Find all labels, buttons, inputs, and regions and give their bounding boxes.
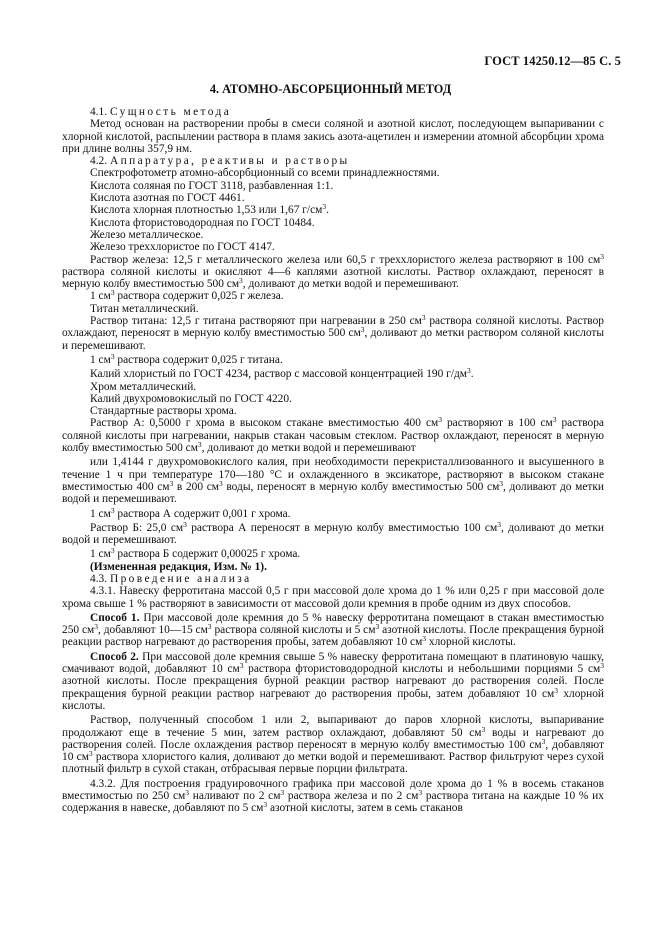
item-spectrophotometer: Спектрофотометр атомно-абсорбционный со всеми принадлежностями.	[90, 167, 440, 180]
paragraph-solution-a-alt: или 1,4144 г двухромовокислого калия, при необходимости перекристаллизованного и высушенного в течение 1 ч при температуре 170—180 °С и охлажденного в эксикаторе, растворяют в высоком стакане вместимостью 400 $см^3$ в 200 $см^3$ воды, переносят в мерную колбу вместимостью 500 $см^3$, доливают до метки водой и перемешивают.	[62, 456, 604, 506]
item-iron-chloride: Железо треххлористое по ГОСТ 4147.	[90, 241, 275, 254]
paragraph-solution-b: Раствор Б: 25,0 $см^3$ раствора А переносят в мерную колбу вместимостью 100 $см^3$, доливают до метки водой и перемешивают.	[62, 519, 605, 547]
paragraph-principle: Метод основан на растворении пробы в смеси соляной и азотной кислот, последующем выпаривании с хлорной кислотой, распылении раствора в пламя закись азота-ацетилен и измерении атомной абсорбции хрома при длине волны 357,9 нм.	[62, 118, 604, 155]
iron-concentration: 1 $см^3$ раствора содержит 0,025 г железа.	[90, 288, 284, 303]
heading-4-1: 4.1. Сущность метода	[90, 106, 232, 118]
item-k2cr2o7: Калий двухромовокислый по ГОСТ 4220.	[90, 392, 292, 405]
item-hno3: Кислота азотная по ГОСТ 4461.	[90, 192, 245, 205]
paragraph-method-2: Способ 2. При массовой доле кремния свыше 5 % навеску ферротитана помещают в платиновую чашку, смачивают водой, добавляют 10 $см^3$ раствора фтористоводородной кислоты и небольшими порциями 5 $см^3$ азотной кислоты. После прекращения бурной реакции раствор нагревают до растворения солей. После прекращения бурной реакции раствор нагревают до растворения пробы, затем добавляют 10 $см^3$ хлорной кислоты.	[62, 650, 604, 712]
paragraph-titanium-solution: Раствор титана: 12,5 г титана растворяют при нагревании в 250 $см^3$ раствора соляной кислоты. Раствор охлаждают, переносят в мерную колбу вместимостью 500 $см^3$, доливают до метки раствором соляной кислоты и перемешивают.	[62, 313, 605, 352]
item-hclo4: Кислота хлорная плотностью 1,53 или 1,67 $г/см^3$.	[90, 202, 329, 217]
section-title: 4. АТОМНО-АБСОРБЦИОННЫЙ МЕТОД	[209, 82, 452, 96]
item-iron-metal: Железо металлическое.	[90, 228, 204, 241]
heading-4-3: 4.3. Проведение анализа	[90, 572, 252, 585]
solution-b-concentration: 1 $см^3$ раствора Б содержит 0,00025 г хрома.	[90, 546, 301, 561]
paragraph-evaporation: Раствор, полученный способом 1 или 2, выпаривают до паров хлорной кислоты, выпаривание продолжают еще в течение 5 мин, затем раствор охлаждают, добавляют 50 $см^3$ воды и нагревают до растворения солей. После охлаждения раствор переносят в мерную колбу вместимостью 100 $см^3$, добавляют 10 $см^3$ раствора хлористого калия, доливают до метки водой и перемешивают. Раствор фильтруют через сухой плотный фильтр в сухой стакан, отбрасывая первые порции фильтрата.	[62, 714, 605, 776]
document-body	[62, 106, 604, 815]
item-titanium-metal: Титан металлический.	[90, 302, 199, 315]
paragraph-solution-a: Раствор А: 0,5000 г хрома в высоком стакане вместимостью 400 $см^3$ растворяют в 100 $см^3$ раствора соляной кислоты при нагревании, накрыв стакан часовым стеклом. Раствор охлаждают, переносят в мерную колбу вместимостью 500 $см^3$, доливают до метки водой и перемешивают	[62, 415, 604, 455]
item-standard-solutions: Стандартные растворы хрома.	[90, 405, 237, 418]
page-header: ГОСТ 14250.12—85 С. 5	[484, 54, 621, 68]
paragraph-4-3-1: 4.3.1. Навеску ферротитана массой 0,5 г при массовой доле хрома до 1 % или 0,25 г при массовой доле хрома свыше 1 % растворяют в зависимости от массовой доли кремния в пробе одним из двух способов.	[62, 585, 604, 610]
amendment-note: (Измененная редакция, Изм. № 1).	[90, 560, 267, 573]
paragraph-4-3-2: 4.3.2. Для построения градуировочного графика при массовой доле хрома до 1 % в восемь стаканов вместимостью по 250 $см^3$ наливают по 2 $см^3$ раствора железа и по 2 $см^3$ раствора титана на каждые 10 % их содержания в навеске, добавляют по 5 $см^3$ азотной кислоты, затем в семь стаканов	[62, 777, 604, 815]
item-hf: Кислота фтористоводородная по ГОСТ 10484.	[90, 216, 315, 229]
titanium-concentration: 1 $см^3$ раствора содержит 0,025 г титана.	[90, 351, 283, 366]
item-kcl: Калий хлористый по ГОСТ 4234, раствор с массовой концентрацией 190 $г/дм^3$.	[90, 366, 474, 381]
heading-4-2: 4.2. Аппаратура, реактивы и растворы	[90, 155, 350, 168]
item-hcl: Кислота соляная по ГОСТ 3118, разбавленная 1:1.	[90, 179, 334, 192]
item-chromium-metal: Хром металлический.	[90, 380, 197, 393]
solution-a-concentration: 1 $см^3$ раствора А содержит 0,001 г хрома.	[90, 505, 291, 520]
paragraph-iron-solution: Раствор железа: 12,5 г металлического железа или 60,5 г треххлористого железа растворяют в 100 $см^3$ раствора соляной кислоты и окисляют 4—6 каплями азотной кислоты. Раствор охлаждают, переносят в мерную колбу вместимостью 500 $см^3$, доливают до метки водой и перемешивают.	[62, 251, 604, 291]
paragraph-method-1: Способ 1. При массовой доле кремния до 5 % навеску ферротитана помещают в стакан вместимостью 250 $см^3$, добавляют 10—15 $см^3$ раствора соляной кислоты и 5 $см^3$ азотной кислоты. После прекращения бурной реакции раствор нагревают до растворения пробы, затем добавляют 10 $см^3$ хлорной кислоты.	[62, 611, 604, 649]
